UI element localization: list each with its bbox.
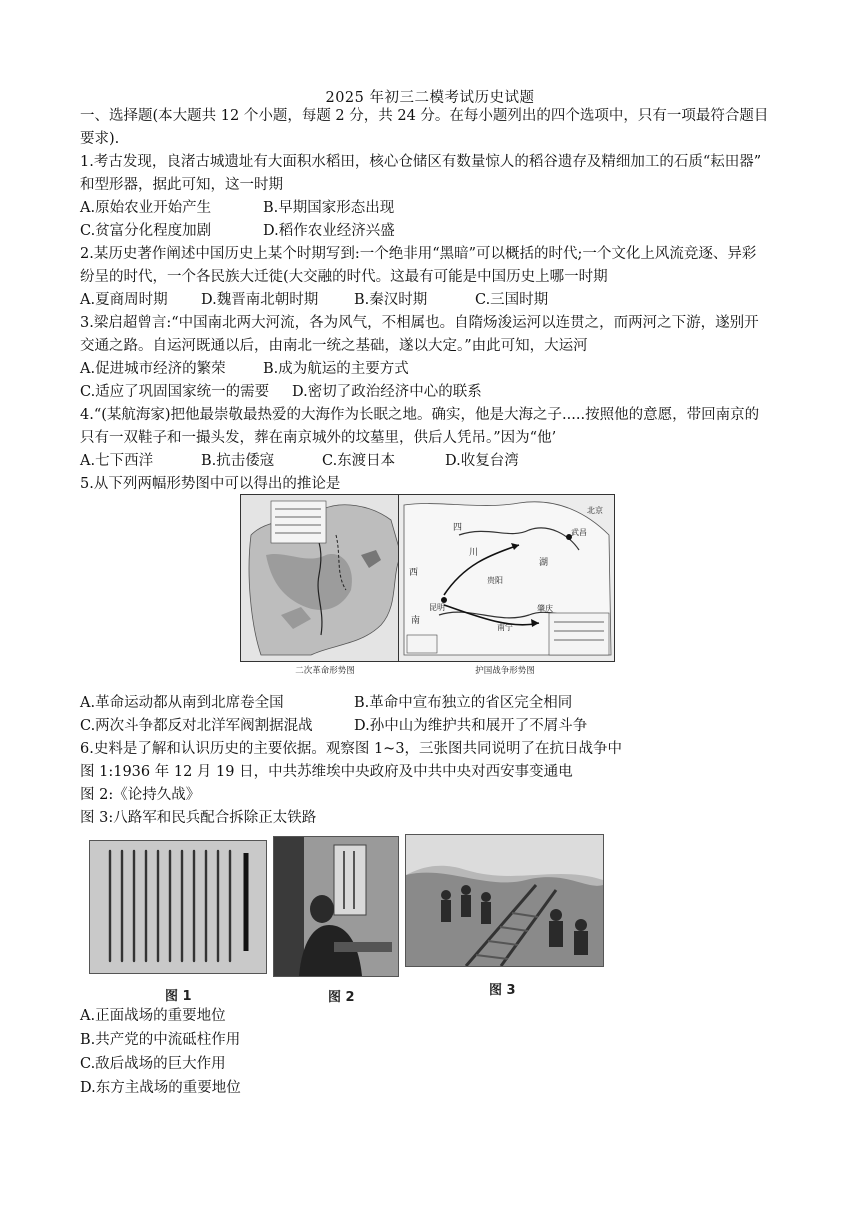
q5-maps — [240, 494, 615, 674]
q1-option-b[interactable]: B.早期国家形态出现 — [263, 200, 395, 216]
figure-1-caption: 图 1 — [165, 989, 192, 1004]
q2-option-b[interactable]: B.秦汉时期 — [354, 292, 428, 308]
q1-option-c[interactable]: C.贫富分化程度加剧 — [80, 223, 212, 239]
map2-label-nan: 南 — [411, 616, 421, 626]
figure-3-photo — [405, 834, 604, 967]
map2-label-hu: 湖 — [539, 558, 549, 568]
q6-option-b[interactable]: B.共产党的中流砥柱作用 — [80, 1032, 241, 1048]
q2-stem-line2: 纷呈的时代，一个各民族大迁徙(大交融的时代。这最有可能是中国历史上哪一时期 — [80, 269, 608, 285]
figure-2-image — [274, 837, 398, 976]
map2-label-kunming: 昆明 — [429, 603, 445, 612]
q2-option-d[interactable]: D.魏晋南北朝时期 — [201, 292, 319, 308]
map2-label-xi: 西 — [409, 568, 419, 578]
map2-label-chuan: 川 — [469, 548, 479, 558]
q4-stem-line2: 只有一双鞋子和一撮头发，葬在南京城外的坟墓里，供后人凭吊。”因为“他’ — [80, 430, 557, 446]
map2-label-sichuan: 四 — [453, 523, 463, 533]
figure-1-telegram — [89, 840, 267, 974]
figure-3-image — [406, 835, 603, 966]
q5-option-c[interactable]: C.两次斗争都反对北洋军阀割据混战 — [80, 718, 313, 734]
q5-option-d[interactable]: D.孙中山为维护共和展开了不屑斗争 — [354, 718, 588, 734]
q4-option-b[interactable]: B.抗击倭寇 — [201, 453, 275, 469]
map2-label-beijing: 北京 — [587, 506, 603, 515]
map2-caption: 护国战争形势图 — [475, 666, 535, 676]
figure-2-caption: 图 2 — [328, 990, 355, 1005]
q2-stem-line1: 2.某历史著作阐述中国历史上某个时期写到:一个绝非用“黑暗”可以概括的时代;一个文化上风流竞逐、异彩 — [80, 246, 757, 262]
q4-stem-line1: 4.“(某航海家)把他最崇敬最热爱的大海作为长眠之地。确实，他是大海之子.....按照他的意愿，带回南京的 — [80, 407, 760, 423]
figure-2-photo — [273, 836, 399, 977]
map2-label-zhaoqing: 肇庆 — [537, 604, 553, 613]
q6-fig1-description: 图 1:1936 年 12 月 19 日，中共苏维埃中央政府及中共中央对西安事变通电 — [80, 764, 573, 780]
map2-label-nanning: 南宁 — [497, 623, 513, 632]
q4-option-d[interactable]: D.收复台湾 — [445, 453, 519, 469]
q6-stem: 6.史料是了解和认识历史的主要依据。观察图 1~3，三张图共同说明了在抗日战争中 — [80, 741, 623, 757]
q3-option-c[interactable]: C.适应了巩固国家统一的需要 — [80, 384, 270, 400]
second-revolution-map — [240, 494, 410, 662]
q5-option-a[interactable]: A.革命运动都从南到北席卷全国 — [80, 695, 284, 711]
q3-stem-line2: 交通之路。自运河既通以后，由南北一统之基础，遂以大定。”由此可知，大运河 — [80, 338, 588, 354]
q6-fig3-description: 图 3:八路军和民兵配合拆除正太铁路 — [80, 810, 317, 826]
q5-option-b[interactable]: B.革命中宣布独立的省区完全相同 — [354, 695, 573, 711]
map1-caption: 二次革命形势图 — [295, 666, 355, 676]
q1-option-d[interactable]: D.稻作农业经济兴盛 — [263, 223, 395, 239]
q3-option-a[interactable]: A.促进城市经济的繁荣 — [80, 361, 226, 377]
q1-stem-line1: 1.考古发现，良渚古城遗址有大面积水稻田，核心仓储区有数量惊人的稻谷遗存及精细加工的石质“耘田器” — [80, 154, 762, 170]
page-title: 2025 年初三二模考试历史试题 — [325, 90, 535, 106]
q6-option-a[interactable]: A.正面战场的重要地位 — [80, 1008, 226, 1024]
map2-label-wuchang: 武昌 — [571, 528, 587, 537]
q3-option-d[interactable]: D.密切了政治经济中心的联系 — [292, 384, 482, 400]
second-revolution-map-graphic — [241, 495, 409, 661]
section-heading-line1: 一、选择题(本大题共 12 个小题，每题 2 分，共 24 分。在每小题列出的四个选项中，只有一项最符合题目 — [80, 108, 769, 124]
q4-option-c[interactable]: C.东渡日本 — [322, 453, 396, 469]
q6-option-d[interactable]: D.东方主战场的重要地位 — [80, 1080, 241, 1096]
section-heading-line2: 要求). — [80, 131, 120, 147]
q1-stem-line2: 和型形器，据此可知，这一时期 — [80, 177, 283, 193]
q2-option-a[interactable]: A.夏商周时期 — [80, 292, 168, 308]
national-protection-war-map-graphic — [399, 495, 614, 661]
q5-stem: 5.从下列两幅形势图中可以得出的推论是 — [80, 476, 341, 492]
q6-fig2-description: 图 2:《论持久战》 — [80, 787, 201, 803]
figure-1-image — [90, 841, 266, 973]
national-protection-war-map — [398, 494, 615, 662]
q2-option-c[interactable]: C.三国时期 — [475, 292, 549, 308]
map2-label-guiyang: 贵阳 — [487, 576, 503, 585]
figure-3-caption: 图 3 — [489, 983, 516, 998]
q3-stem-line1: 3.梁启超曾言:“中国南北两大河流，各为风气，不相属也。自隋炀浚运河以连贯之，而两河之下游，遂别开 — [80, 315, 759, 331]
q4-option-a[interactable]: A.七下西洋 — [80, 453, 154, 469]
q3-option-b[interactable]: B.成为航运的主要方式 — [263, 361, 409, 377]
q1-option-a[interactable]: A.原始农业开始产生 — [80, 200, 212, 216]
q6-option-c[interactable]: C.敌后战场的巨大作用 — [80, 1056, 226, 1072]
